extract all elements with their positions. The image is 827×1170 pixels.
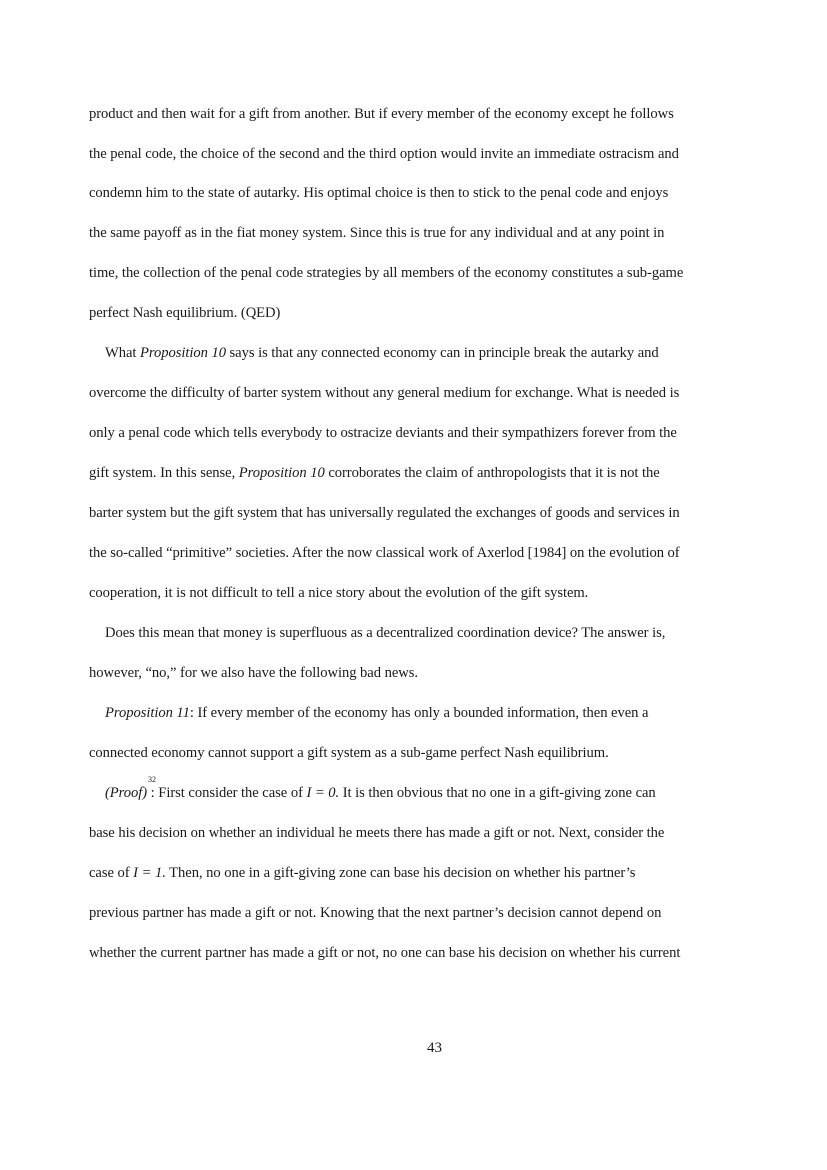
text-run: case of <box>89 865 134 881</box>
text-line <box>89 864 635 882</box>
text-line: cooperation, it is not difficult to tell a nice story about the evolution of the gift system. <box>89 585 589 601</box>
text-run: It is then obvious that no one in a gift-giving zone can <box>339 785 656 801</box>
proposition-reference: Proposition 10 <box>140 345 226 361</box>
text-line: condemn him to the state of autarky. His optimal choice is then to stick to the penal code and enjoys <box>89 185 669 201</box>
page-number: 43 <box>427 1040 442 1056</box>
text-run: : If every member of the economy has only a bounded information, then even a <box>189 705 649 721</box>
text-run: : First consider the case of <box>147 785 307 801</box>
text-line: the so-called “primitive” societies. After the now classical work of Axerlod [1984] on the evolution of <box>89 545 680 561</box>
text-line: base his decision on whether an individual he meets there has made a gift or not. Next, consider the <box>89 825 665 841</box>
text-line: previous partner has made a gift or not. Knowing that the next partner’s decision cannot depend on <box>89 905 662 921</box>
text-line <box>105 704 648 722</box>
text-line: perfect Nash equilibrium. (QED) <box>89 305 281 321</box>
proposition-reference: Proposition 10 <box>238 465 325 481</box>
text-line: barter system but the gift system that has universally regulated the exchanges of goods and services in <box>89 505 680 521</box>
text-line: the penal code, the choice of the second and the third option would invite an immediate ostracism and <box>89 146 679 162</box>
text-line: product and then wait for a gift from another. But if every member of the economy except he follows <box>89 106 674 122</box>
text-line: time, the collection of the penal code strategies by all members of the economy constitutes a sub-game <box>89 265 684 281</box>
text-run: What <box>105 345 141 361</box>
text-line: connected economy cannot support a gift system as a sub-game perfect Nash equilibrium. <box>89 745 609 761</box>
text-line: overcome the difficulty of barter system without any general medium for exchange. What is needed is <box>89 385 680 401</box>
math-expression: I = 0. <box>306 785 340 801</box>
text-line: only a penal code which tells everybody to ostracize deviants and their sympathizers forever from the <box>89 425 677 441</box>
text-run: gift system. In this sense, <box>89 465 239 481</box>
text-line: the same payoff as in the fiat money system. Since this is true for any individual and at any point in <box>89 225 665 241</box>
text-line: however, “no,” for we also have the following bad news. <box>89 665 418 681</box>
text-line <box>105 344 659 362</box>
math-expression: I = 1. <box>133 865 166 881</box>
text-run: corroborates the claim of anthropologists that it is not the <box>324 465 660 481</box>
text-line: whether the current partner has made a gift or not, no one can base his decision on whether his current <box>89 945 681 961</box>
proof-label: (Proof) <box>105 785 148 801</box>
footnote-marker: 32 <box>148 775 156 784</box>
text-line: Does this mean that money is superfluous as a decentralized coordination device? The answer is, <box>105 625 666 641</box>
text-run: Then, no one in a gift-giving zone can base his decision on whether his partner’s <box>165 865 636 881</box>
text-run: says is that any connected economy can in principle break the autarky and <box>225 345 659 361</box>
proposition-label: Proposition 11 <box>105 705 190 721</box>
text-line <box>89 464 660 482</box>
text-line <box>105 784 656 802</box>
